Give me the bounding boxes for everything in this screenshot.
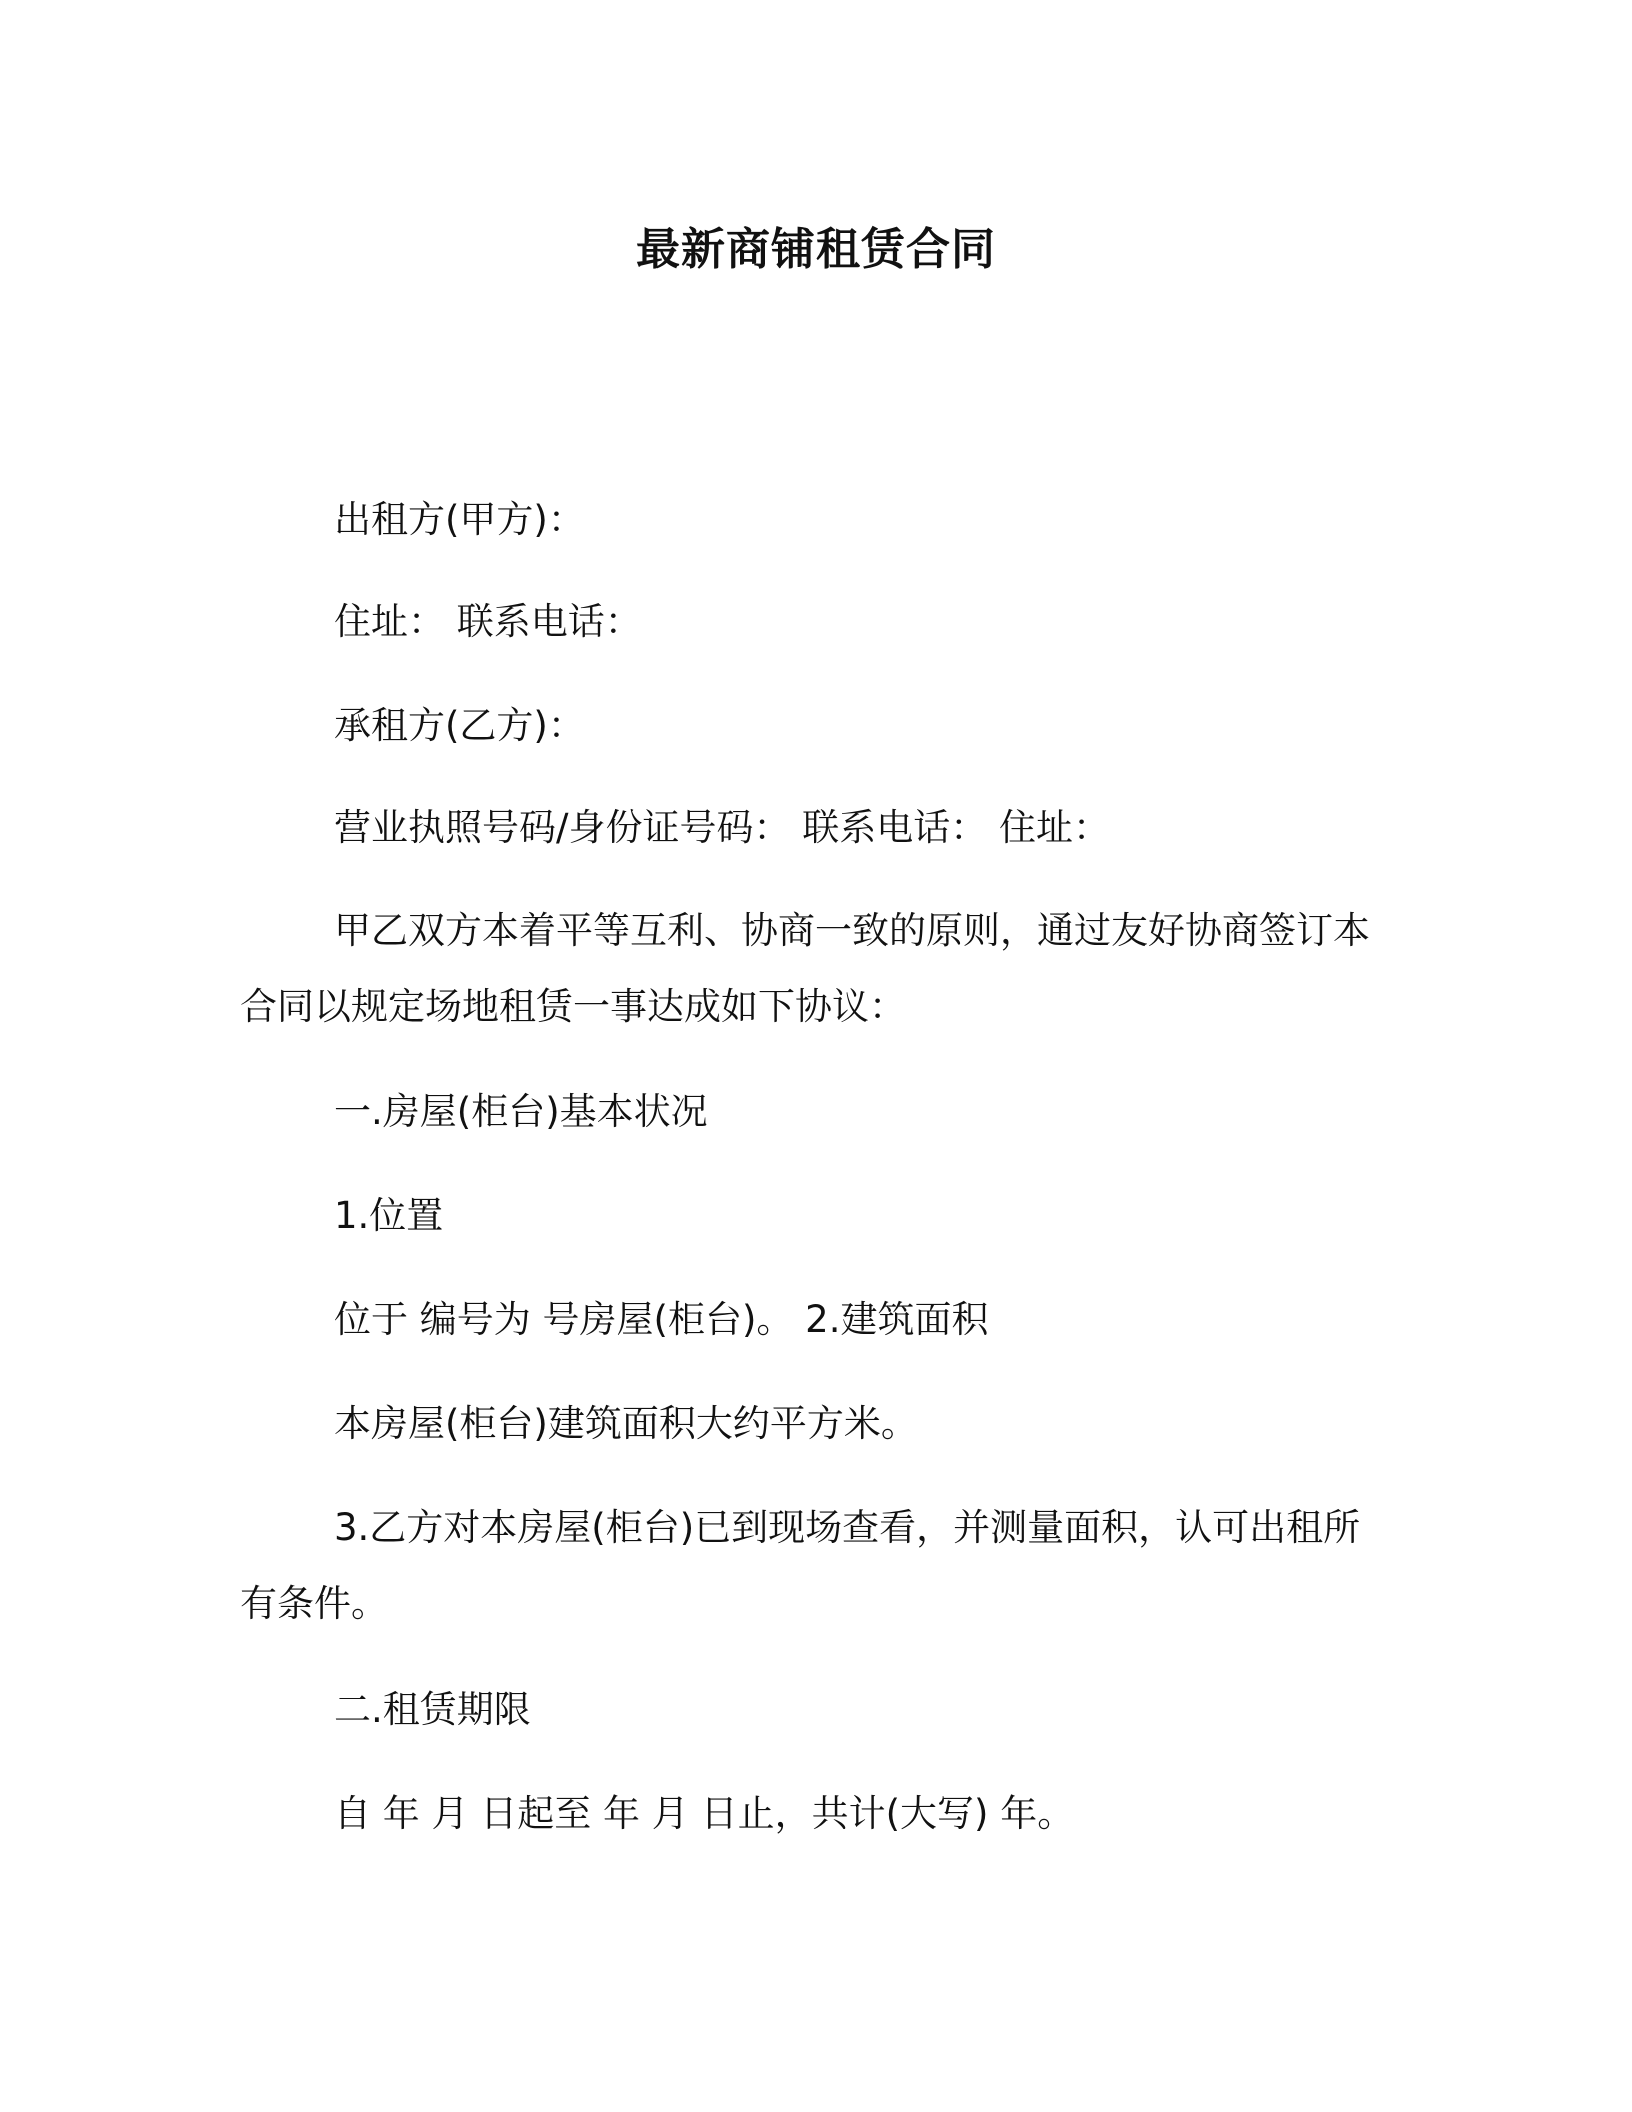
section-2-heading: 二.租赁期限 [334, 1688, 531, 1731]
document-title: 最新商铺租赁合同 [636, 224, 996, 275]
lessee-id-phone-address-line: 营业执照号码/身份证号码： 联系电话： 住址： [334, 806, 1110, 849]
lessor-line: 出租方(甲方)： [334, 498, 585, 541]
area-line: 本房屋(柜台)建筑面积大约平方米。 [334, 1402, 918, 1445]
lessor-address-phone-line: 住址： 联系电话： [334, 600, 642, 643]
lease-term-line: 自 年 月 日起至 年 月 日止，共计(大写) 年。 [334, 1792, 1075, 1835]
clause-1-1-heading: 1.位置 [334, 1194, 444, 1237]
location-line: 位于 编号为 号房屋(柜台)。 2.建筑面积 [334, 1298, 989, 1341]
inspection-paragraph: 3.乙方对本房屋(柜台)已到现场查看，并测量面积，认可出租所有条件。 [240, 1506, 1361, 1625]
section-1-heading: 一.房屋(柜台)基本状况 [334, 1090, 708, 1133]
lessee-line: 承租方(乙方)： [334, 704, 585, 747]
preamble-paragraph: 甲乙双方本着平等互利、协商一致的原则，通过友好协商签订本合同以规定场地租赁一事达成如下协议： [240, 909, 1370, 1028]
